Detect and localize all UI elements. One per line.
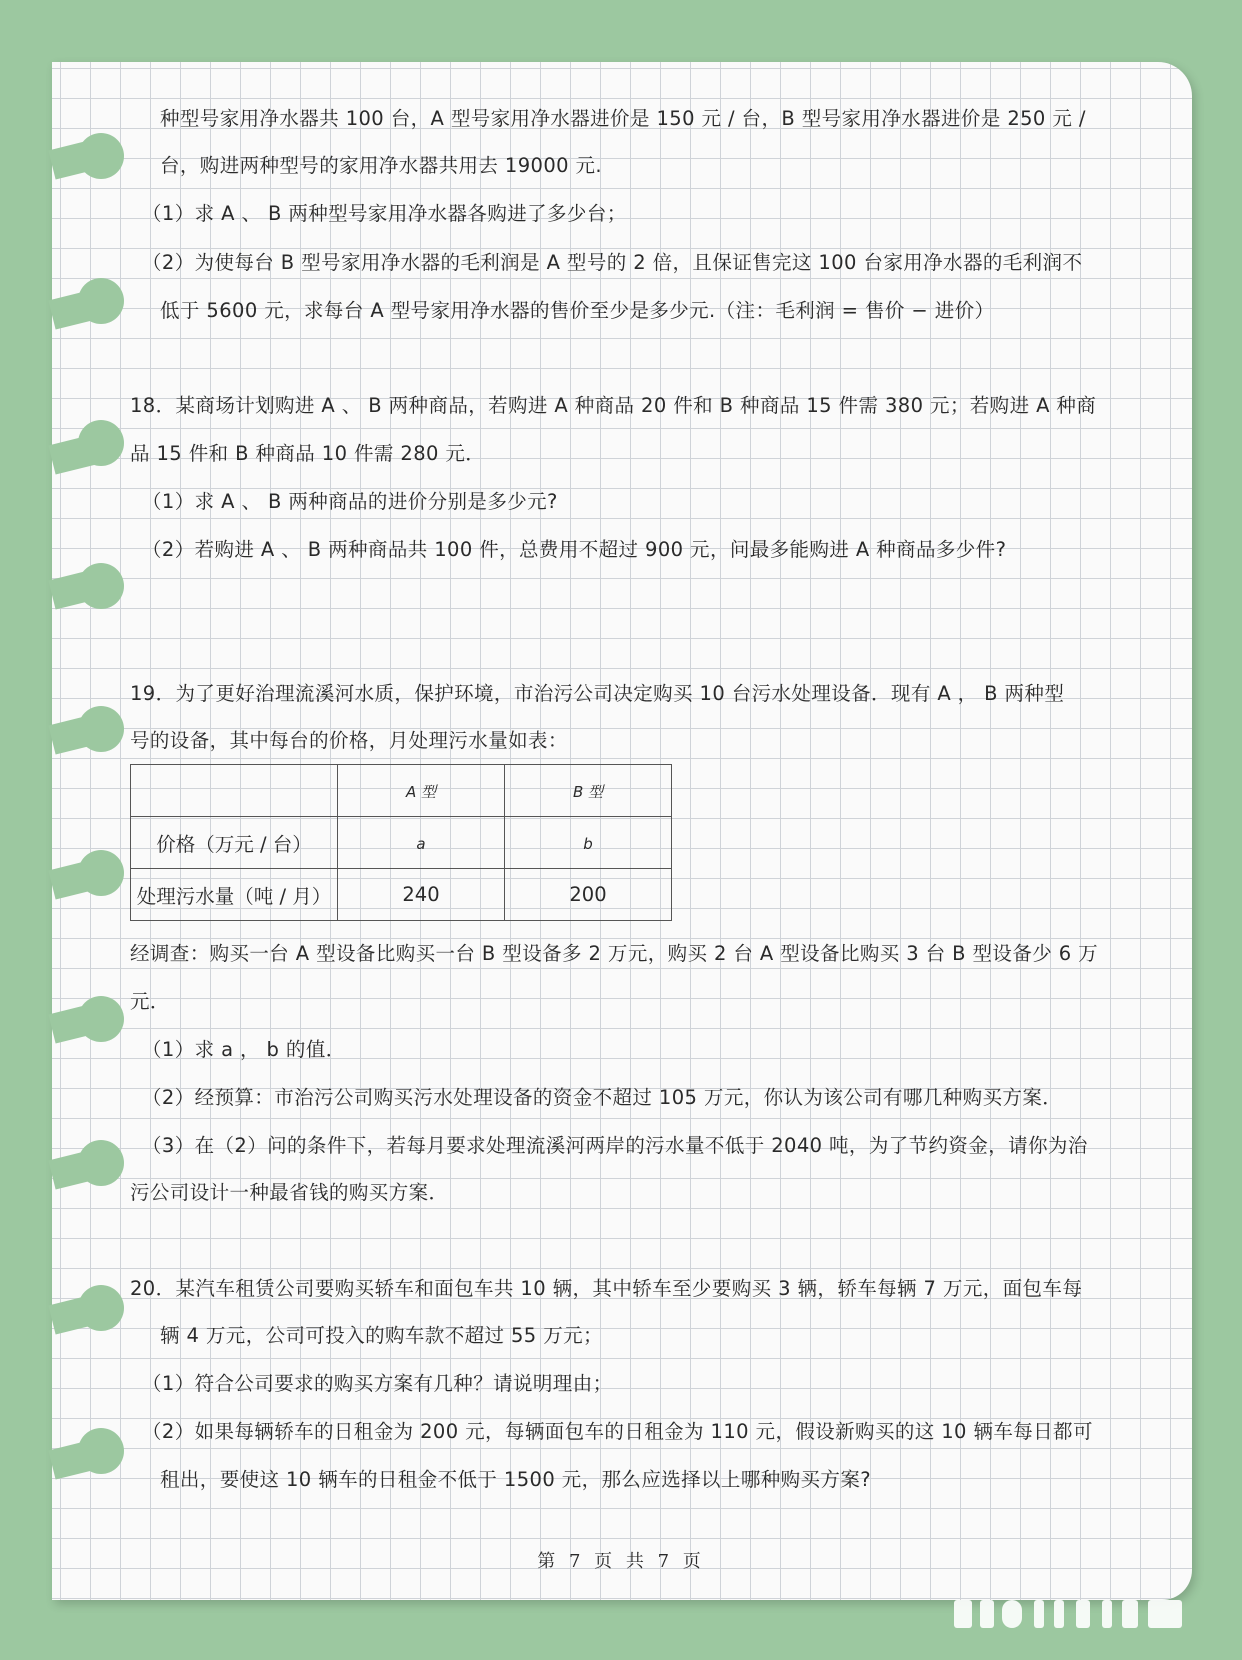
text-line: 辆 4 万元，公司可投入的购车款不超过 55 万元； xyxy=(160,1324,603,1347)
problem-19-line: 19．为了更好治理流溪河水质，保护环境，市治污公司决定购买 10 台污水处理设备．现有 A ， B 两种型 xyxy=(130,682,1065,705)
text-line: 低于 5600 元，求每台 A 型号家用净水器的售价至少是多少元.（注：毛利润 = 售价 − 进价） xyxy=(160,299,995,322)
binder-hole xyxy=(78,850,124,896)
table-cell: A 型 xyxy=(338,765,505,817)
problem-18-line: 18．某商场计划购进 A 、 B 两种商品，若购进 A 种商品 20 件和 B 种商品 15 件需 380 元；若购进 A 种商 xyxy=(130,394,1097,417)
text-line: 元． xyxy=(130,990,170,1013)
text-line: （2）如果每辆轿车的日租金为 200 元，每辆面包车的日租金为 110 元，假设新购买的这 10 辆车每日都可 xyxy=(142,1420,1093,1443)
page-footer: 第 7 页 共 7 页 xyxy=(537,1551,705,1572)
text-line: （1）求 A 、 B 两种型号家用净水器各购进了多少台； xyxy=(142,202,627,225)
text-line: （2）为使每台 B 型号家用净水器的毛利润是 A 型号的 2 倍，且保证售完这 100 台家用净水器的毛利润不 xyxy=(142,251,1083,274)
table-cell: B 型 xyxy=(505,765,672,817)
data-table xyxy=(130,764,672,921)
binder-hole xyxy=(78,278,124,324)
text-line: 台，购进两种型号的家用净水器共用去 19000 元. xyxy=(160,154,603,177)
binder-hole xyxy=(78,1140,124,1186)
binder-hole xyxy=(78,706,124,752)
binder-hole xyxy=(78,996,124,1042)
table-cell xyxy=(131,765,338,817)
text-line: 品 15 件和 B 种商品 10 件需 280 元． xyxy=(130,442,486,465)
table-cell: a xyxy=(338,817,505,869)
text-line: 租出，要使这 10 辆车的日租金不低于 1500 元，那么应选择以上哪种购买方案? xyxy=(160,1468,871,1491)
text-line: （3）在（2）问的条件下，若每月要求处理流溪河两岸的污水量不低于 2040 吨，为了节约资金，请你为治 xyxy=(142,1134,1088,1157)
binder-hole xyxy=(78,1428,124,1474)
text-line: （1）符合公司要求的购买方案有几种？请说明理由； xyxy=(142,1372,613,1395)
text-line: 号的设备，其中每台的价格，月处理污水量如表： xyxy=(130,729,568,752)
text-line: 污公司设计一种最省钱的购买方案． xyxy=(130,1181,449,1204)
table-cell: 200 xyxy=(505,869,672,921)
text-line: （1）求 A 、 B 两种商品的进价分别是多少元? xyxy=(142,490,558,513)
text-line: （2）经预算：市治污公司购买污水处理设备的资金不超过 105 万元，你认为该公司有哪几种购买方案． xyxy=(142,1086,1063,1109)
table-row xyxy=(131,869,672,921)
binder-hole xyxy=(78,133,124,179)
table-cell: 价格（万元 / 台） xyxy=(131,817,338,869)
text-line: （2）若购进 A 、 B 两种商品共 100 件，总费用不超过 900 元，问最多能购进 A 种商品多少件? xyxy=(142,538,1007,561)
table-header-row xyxy=(131,765,672,817)
text-line: 种型号家用净水器共 100 台，A 型号家用净水器进价是 150 元 / 台，B 型号家用净水器进价是 250 元 / xyxy=(160,107,1086,130)
table-row xyxy=(131,817,672,869)
text-line: （1）求 a ， b 的值． xyxy=(142,1038,346,1061)
problem-20-line: 20．某汽车租赁公司要购买轿车和面包车共 10 辆，其中轿车至少要购买 3 辆，轿车每辆 7 万元，面包车每 xyxy=(130,1277,1083,1300)
table-cell: 240 xyxy=(338,869,505,921)
binder-hole xyxy=(78,563,124,609)
text-line: 经调查：购买一台 A 型设备比购买一台 B 型设备多 2 万元，购买 2 台 A 型设备比购买 3 台 B 型设备少 6 万 xyxy=(130,942,1099,965)
table-cell: 处理污水量（吨 / 月） xyxy=(131,869,338,921)
binder-hole xyxy=(78,1285,124,1331)
table-cell: b xyxy=(505,817,672,869)
watermark-logo xyxy=(954,1600,1204,1632)
binder-hole xyxy=(78,420,124,466)
